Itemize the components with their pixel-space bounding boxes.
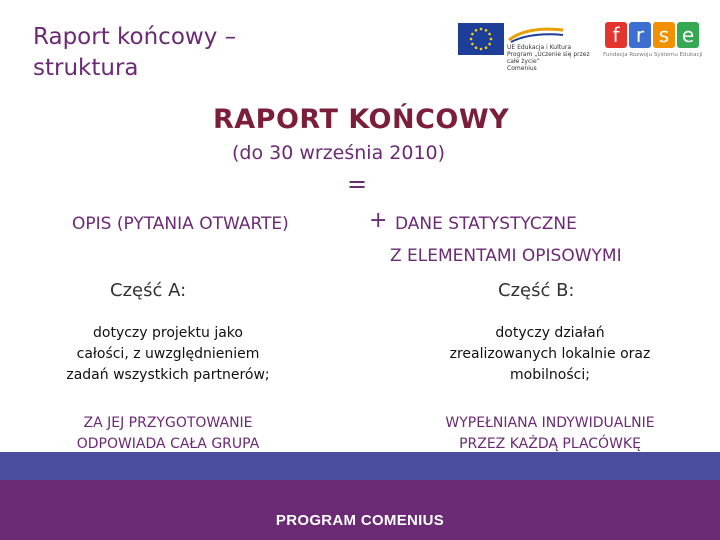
frse-letter-s: s: [658, 23, 670, 47]
footer-program-name: PROGRAM COMENIUS: [275, 512, 445, 529]
footer-blue-band: [0, 452, 720, 480]
llp-caption-line1: UE Edukacja i Kultura: [507, 44, 572, 51]
part-a-description: [22, 323, 314, 386]
report-heading: RAPORT KOŃCOWY: [213, 104, 510, 135]
part-b-desc-line1: dotyczy działań: [495, 325, 605, 341]
part-a-desc-line2: całości, z uwzględnieniem: [76, 346, 260, 362]
part-a-desc-line1: dotyczy projektu jako: [93, 325, 243, 341]
frse-letter-r: r: [635, 23, 645, 47]
llp-caption-line2: Program „Uczenie się przez całe życie”: [507, 51, 590, 65]
part-b-note-line1: WYPEŁNIANA INDYWIDUALNIE: [445, 415, 655, 431]
llp-caption-line3: Comenius: [507, 65, 537, 72]
part-b-note-line2: PRZEZ KAŻDĄ PLACÓWKĘ: [459, 436, 641, 452]
part-b-desc-line2: zrealizowanych lokalnie oraz: [449, 346, 651, 362]
part-b-label: Część B:: [498, 280, 575, 301]
part-a-label: Część A:: [110, 280, 187, 301]
llp-caption: [507, 44, 602, 72]
part-a-desc-line3: zadań wszystkich partnerów;: [66, 367, 270, 383]
part-a-note: [22, 413, 314, 455]
slide-title-line2: struktura: [33, 55, 139, 81]
lifelong-learning-logo-icon: [507, 24, 565, 44]
eu-flag-icon: [458, 23, 504, 55]
frse-letter-f: f: [612, 23, 620, 47]
footer-purple-band: [0, 480, 720, 540]
part-a-note-line1: ZA JEJ PRZYGOTOWANIE: [83, 415, 253, 431]
formula-right-line2: Z ELEMENTAMI OPISOWYMI: [390, 246, 622, 266]
formula-right-line1: DANE STATYSTYCZNE: [395, 214, 577, 234]
part-b-note: [400, 413, 700, 455]
part-b-description: [400, 323, 700, 386]
equals-sign: =: [347, 170, 368, 198]
slide-title-line1: Raport końcowy –: [33, 24, 237, 50]
slide-title: [33, 22, 236, 84]
frse-logo-icon: [605, 20, 701, 54]
logo-bar: [455, 18, 705, 78]
report-deadline: (do 30 września 2010): [232, 142, 446, 164]
part-b-desc-line3: mobilności;: [510, 367, 590, 383]
formula-left: OPIS (PYTANIA OTWARTE): [72, 214, 289, 234]
frse-letter-e: e: [681, 23, 695, 47]
plus-sign: +: [369, 208, 388, 233]
frse-caption: Fundacja Rozwoju Systemu Edukacji: [603, 52, 703, 58]
part-a-note-line2: ODPOWIADA CAŁA GRUPA: [76, 436, 260, 452]
